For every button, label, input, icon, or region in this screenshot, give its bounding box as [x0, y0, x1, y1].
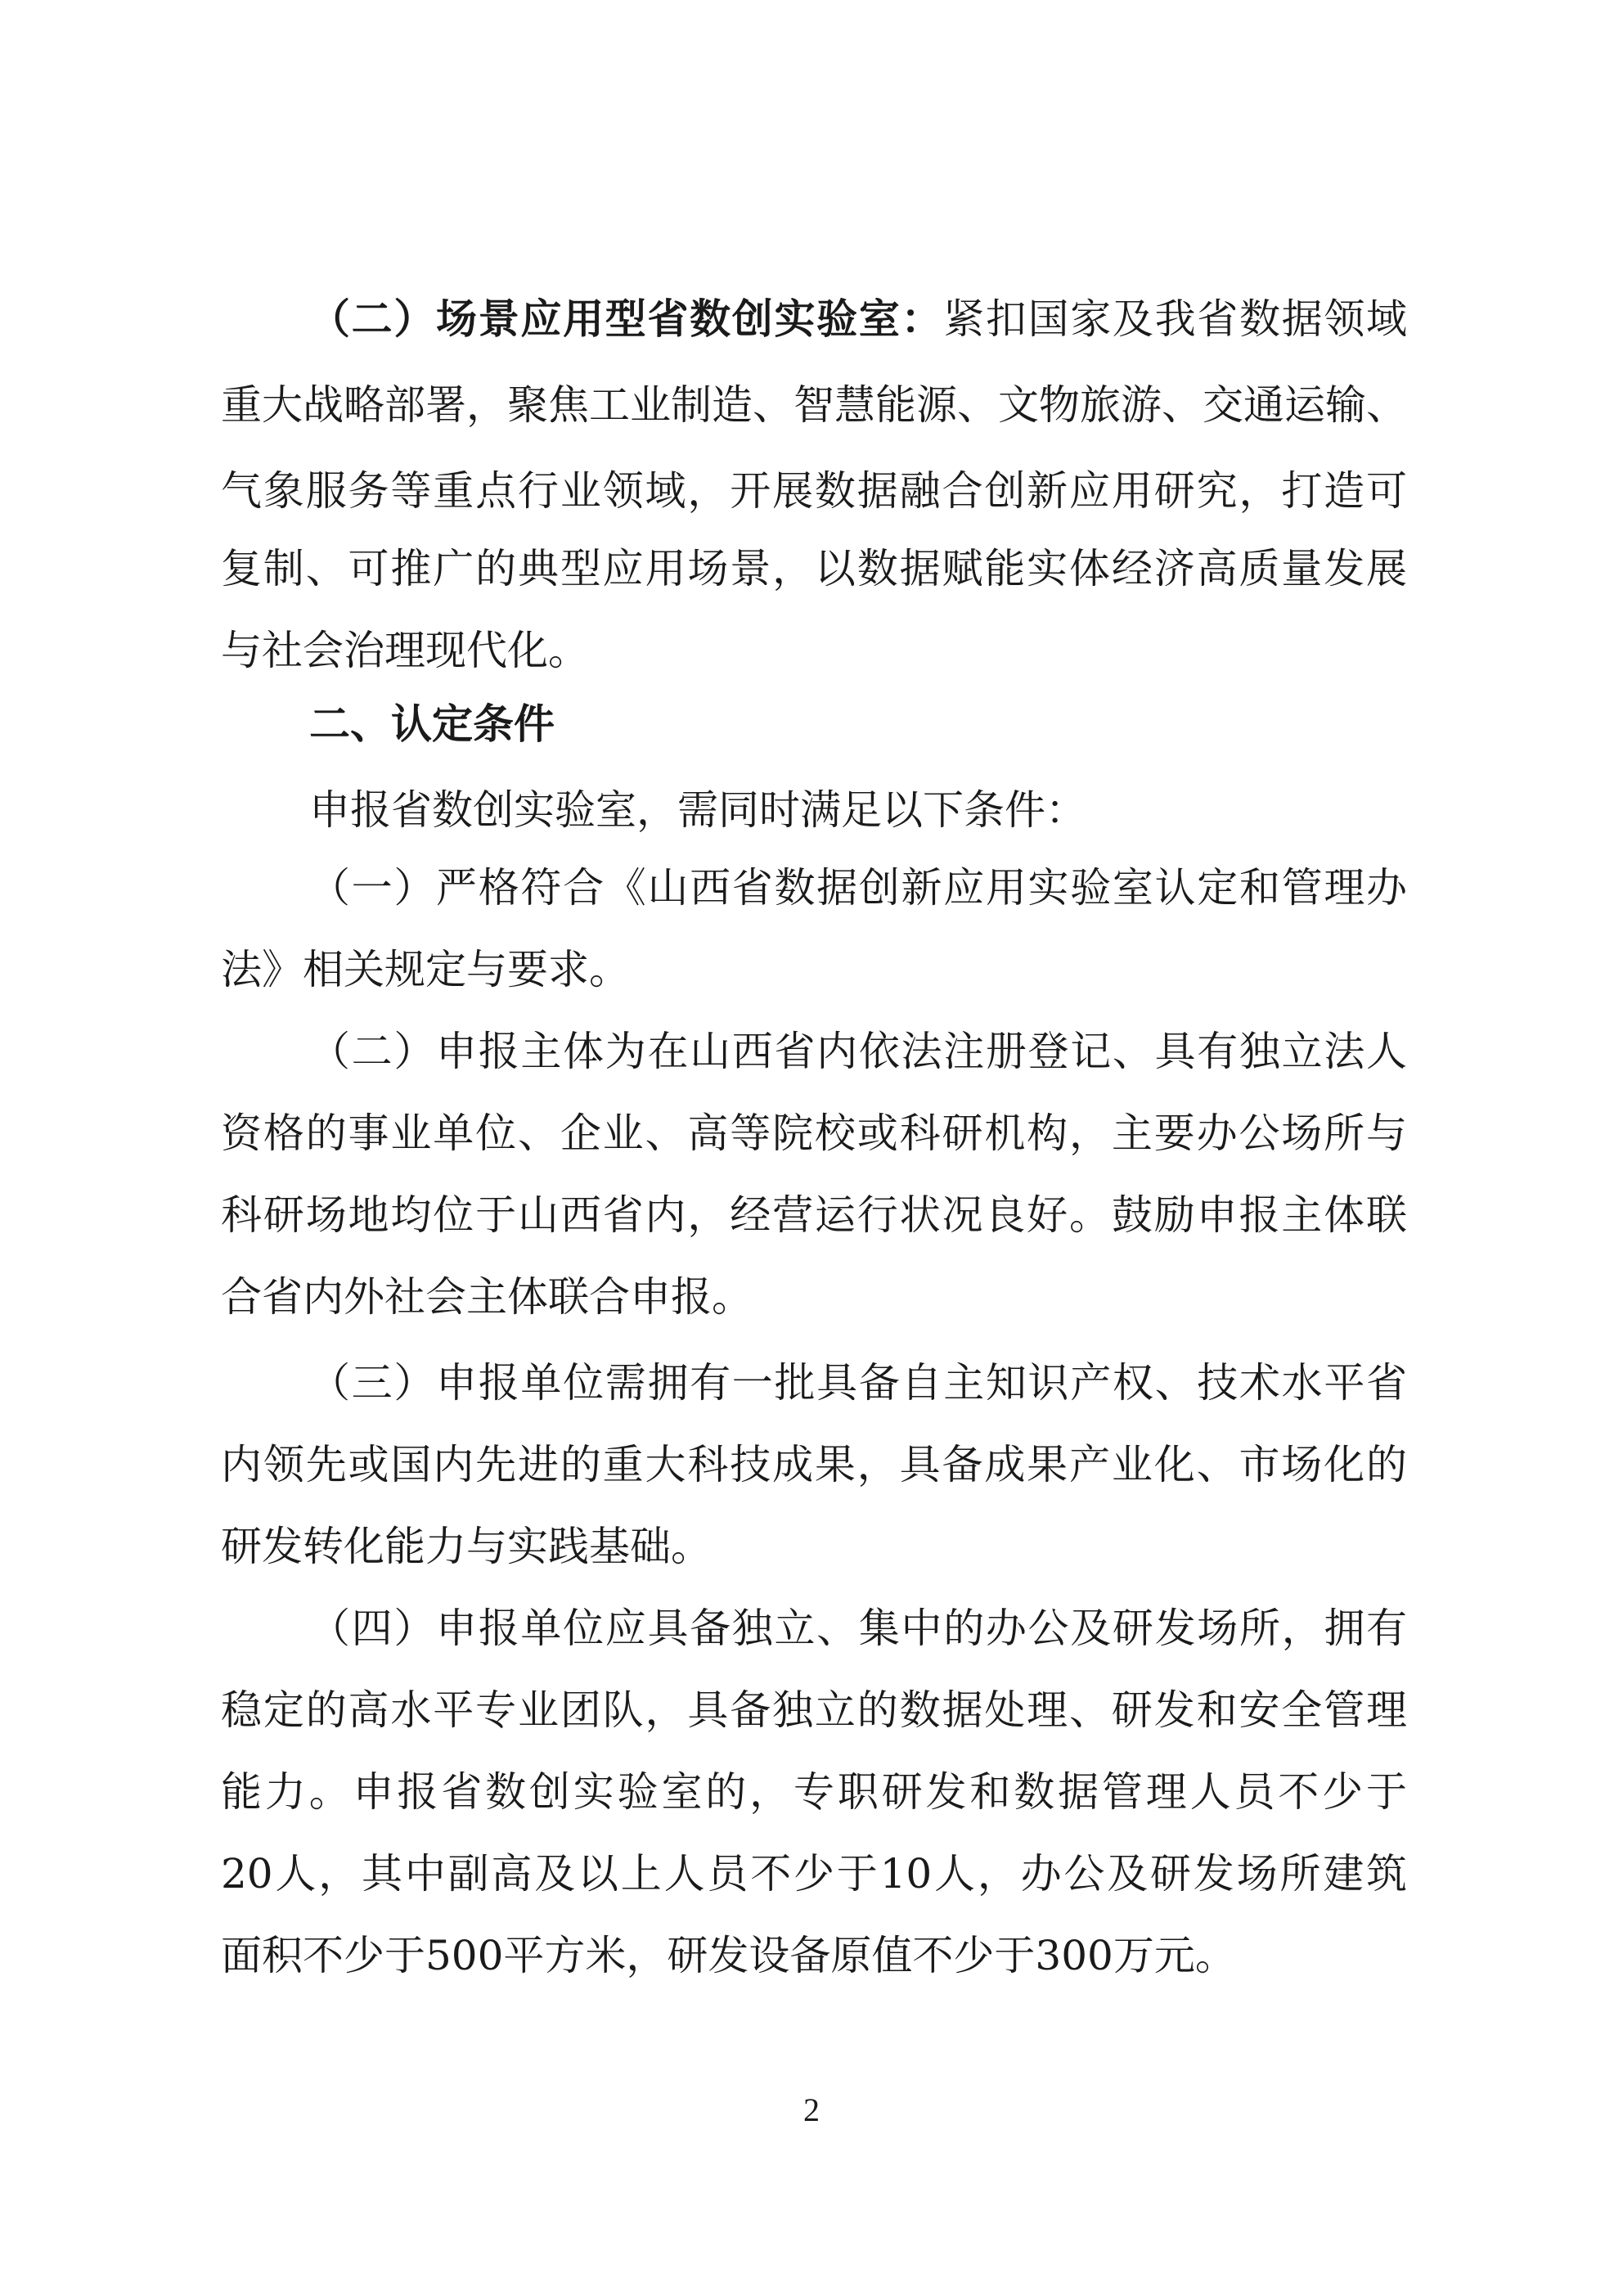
- condition-3-line-2: 内领先或国内先进的重大科技成果，具备成果产业化、市场化的: [221, 1441, 1407, 1488]
- paragraph-scene-line-4: 复制、可推广的典型应用场景，以数据赋能实体经济高质量发展: [221, 545, 1407, 592]
- condition-2-line-4: 合省内外社会主体联合申报。: [221, 1273, 753, 1321]
- condition-4-line-4: 20人，其中副高及以上人员不少于10人，办公及研发场所建筑: [221, 1850, 1407, 1898]
- condition-2-line-2: 资格的事业单位、企业、高等院校或科研机构，主要办公场所与: [221, 1110, 1407, 1157]
- paragraph-scene-line-2: 重大战略部署，聚焦工业制造、智慧能源、文物旅游、交通运输、: [221, 381, 1407, 429]
- paragraph-scene-line-3: 气象服务等重点行业领域，开展数据融合创新应用研究，打造可: [221, 467, 1407, 515]
- page-number: 2: [803, 2091, 820, 2128]
- condition-2-line-3: 科研场地均位于山西省内，经营运行状况良好。鼓励申报主体联: [221, 1191, 1407, 1239]
- condition-4-line-3: 能力。申报省数创实验室的，专职研发和数据管理人员不少于: [221, 1768, 1407, 1816]
- condition-1-line-1: （一）严格符合《山西省数据创新应用实验室认定和管理办: [309, 864, 1407, 912]
- condition-1-line-2: 法》相关规定与要求。: [221, 946, 630, 993]
- condition-3-line-1: （三）申报单位需拥有一批具备自主知识产权、技术水平省: [309, 1359, 1407, 1407]
- condition-4-line-2: 稳定的高水平专业团队，具备独立的数据处理、研发和安全管理: [221, 1686, 1407, 1734]
- paragraph-scene-line-1: [309, 290, 1407, 348]
- section-heading: 二、认定条件: [309, 700, 555, 748]
- condition-2-line-1: （二）申报主体为在山西省内依法注册登记、具有独立法人: [309, 1028, 1407, 1075]
- paragraph-scene-line-1-rest: 紧扣国家及我省数据领域: [943, 295, 1408, 343]
- conditions-intro: 申报省数创实验室，需同时满足以下条件：: [309, 786, 1086, 834]
- condition-4-line-5: 面积不少于500平方米，研发设备原值不少于300万元。: [221, 1932, 1236, 1979]
- condition-3-line-3: 研发转化能力与实践基础。: [221, 1523, 712, 1570]
- condition-4-line-1: （四）申报单位应具备独立、集中的办公及研发场所，拥有: [309, 1605, 1407, 1652]
- paragraph-scene-lead: （二）场景应用型省数创实验室：: [309, 295, 944, 343]
- paragraph-scene-line-5: 与社会治理现代化。: [221, 627, 589, 674]
